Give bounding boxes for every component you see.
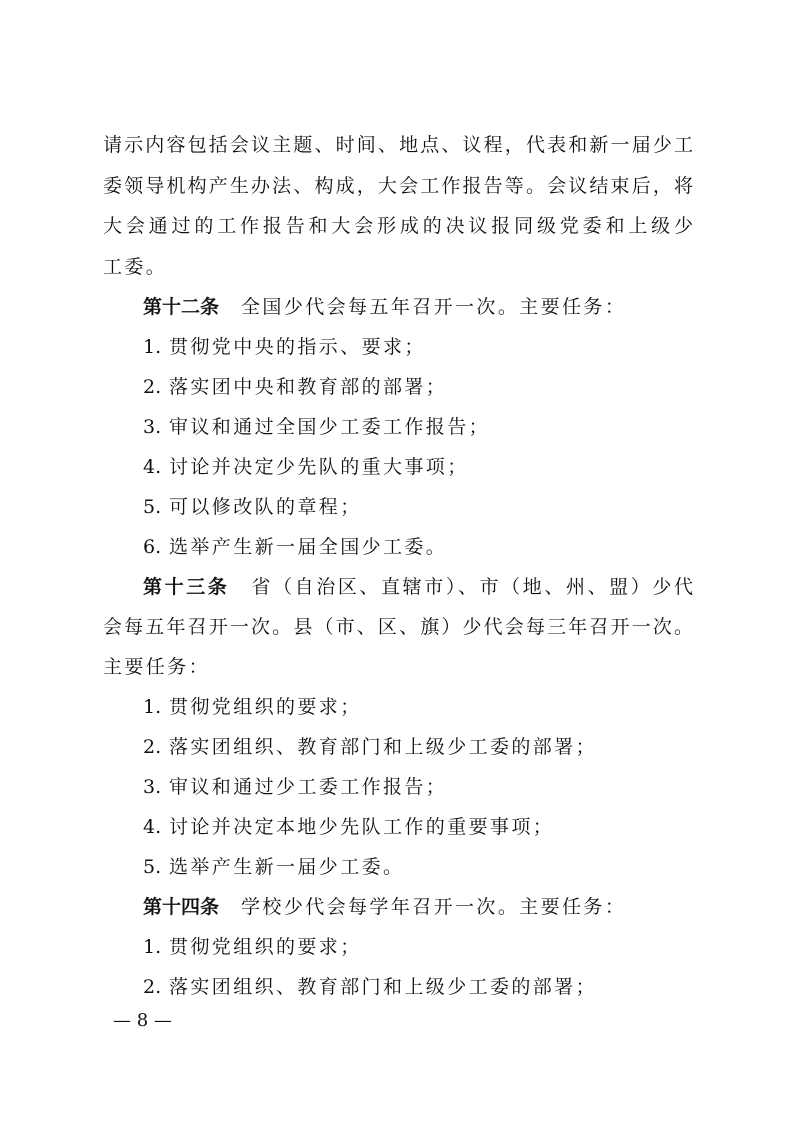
- article-heading: 第十二条: [143, 296, 220, 318]
- list-text: 讨论并决定本地少先队工作的重要事项；: [169, 816, 555, 838]
- list-text: 落实团组织、教育部门和上级少工委的部署；: [169, 736, 598, 758]
- list-item: [143, 732, 693, 762]
- paragraph-line: 会每五年召开一次。县（市、区、旗）少代会每三年召开一次。: [103, 616, 693, 638]
- page-number: — 8 —: [113, 1010, 172, 1031]
- list-number: 1.: [143, 696, 162, 718]
- article-text: 全国少代会每五年召开一次。主要任务：: [241, 296, 627, 318]
- paragraph-line: 工委。: [103, 256, 168, 278]
- list-number: 6.: [143, 536, 162, 558]
- list-number: 4.: [143, 816, 162, 838]
- list-item: [143, 452, 693, 482]
- list-text: 选举产生新一届少工委。: [169, 856, 405, 878]
- article-text: 省（自治区、直辖市）、市（地、州、盟）少代: [251, 576, 693, 598]
- list-text: 贯彻党中央的指示、要求；: [169, 336, 426, 358]
- list-item: [143, 532, 693, 562]
- list-number: 2.: [143, 976, 162, 998]
- list-item: [143, 932, 693, 962]
- article-12: [143, 292, 693, 322]
- article-heading: 第十四条: [143, 896, 220, 918]
- list-item: [143, 372, 693, 402]
- list-text: 落实团中央和教育部的部署；: [169, 376, 448, 398]
- list-number: 4.: [143, 456, 162, 478]
- list-number: 2.: [143, 376, 162, 398]
- list-text: 审议和通过全国少工委工作报告；: [169, 416, 491, 438]
- list-number: 2.: [143, 736, 162, 758]
- list-text: 贯彻党组织的要求；: [169, 936, 362, 958]
- list-number: 5.: [143, 856, 162, 878]
- article-text: 学校少代会每学年召开一次。主要任务：: [241, 896, 627, 918]
- list-item: [143, 812, 693, 842]
- article-13: [143, 572, 693, 602]
- list-item: [143, 972, 693, 1002]
- list-text: 贯彻党组织的要求；: [169, 696, 362, 718]
- paragraph-line: 大会通过的工作报告和大会形成的决议报同级党委和上级少: [103, 215, 693, 237]
- list-text: 落实团组织、教育部门和上级少工委的部署；: [169, 976, 598, 998]
- list-number: 1.: [143, 336, 162, 358]
- list-text: 讨论并决定少先队的重大事项；: [169, 456, 469, 478]
- list-item: [143, 492, 693, 522]
- article-heading: 第十三条: [143, 576, 230, 598]
- list-text: 选举产生新一届全国少工委。: [169, 536, 448, 558]
- paragraph-line: 主要任务：: [103, 656, 211, 678]
- paragraph-line: 委领导机构产生办法、构成，大会工作报告等。会议结束后，将: [103, 175, 693, 197]
- list-text: 审议和通过少工委工作报告；: [169, 776, 448, 798]
- list-number: 1.: [143, 936, 162, 958]
- article-14: [143, 892, 693, 922]
- list-item: [143, 852, 693, 882]
- list-number: 3.: [143, 776, 162, 798]
- list-item: [143, 332, 693, 362]
- list-item: [143, 692, 693, 722]
- paragraph-line: 请示内容包括会议主题、时间、地点、议程，代表和新一届少工: [103, 134, 693, 156]
- list-text: 可以修改队的章程；: [169, 496, 362, 518]
- list-item: [143, 412, 693, 442]
- list-number: 3.: [143, 416, 162, 438]
- list-number: 5.: [143, 496, 162, 518]
- list-item: [143, 772, 693, 802]
